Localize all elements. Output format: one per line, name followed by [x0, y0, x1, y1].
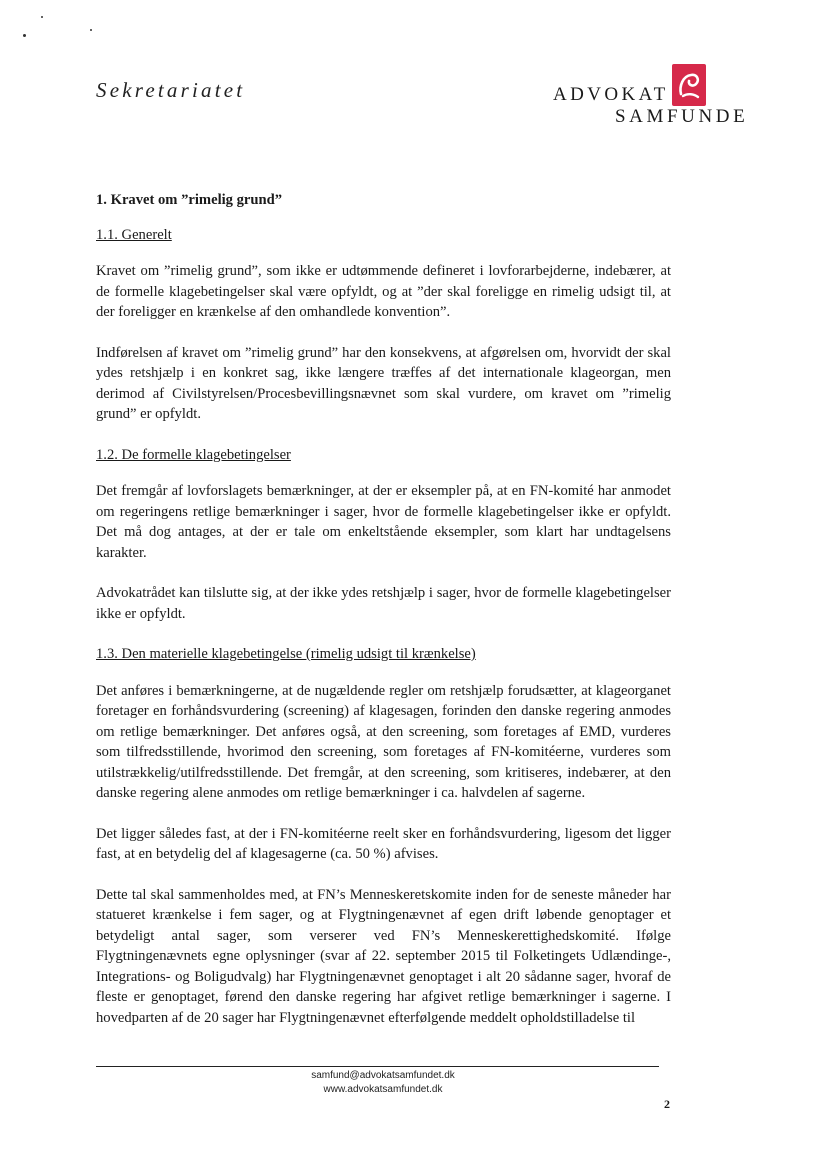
footer-website-link[interactable]: www.advokatsamfundet.dk — [323, 1084, 443, 1095]
document-body — [96, 190, 671, 1048]
paragraph: Indførelsen af kravet om ”rimelig grund” har den konsekvens, at afgørelsen om, hvorvidt der skal ydes retshjælp i en konkret sag, ikke længere træffes af det internationale klageorgan, men derimod af Civilstyrelsen/Procesbevillingsnævnet som skal vurdere, om kravet om ”rimelig grund” er opfyldt. — [96, 344, 671, 422]
paragraph: Det anføres i bemærkningerne, at de nugældende regler om retshjælp forudsætter, at klageorganet foretager en forhåndsvurdering (screening) af klagesagen, forinden den danske regering anmodes om retlige bemærkninger. Det anføres også, at den screening, som foretages af EMD, vurderes som tilfredsstillende, hvorimod den screening, som foretages af FN-komitéerne, vurderes som utilstrækkelig/utilfredsstillende. Det fremgår, at den screening, som kritiseres, indebærer, at den danske regering alene anmodes om retlige bemærkninger i ca. halvdelen af sagerne. — [96, 682, 671, 801]
footer-email-link[interactable]: samfund@advokatsamfundet.dk — [311, 1070, 455, 1081]
scan-speck — [41, 16, 43, 18]
paragraph: Kravet om ”rimelig grund”, som ikke er udtømmende defineret i lovforarbejderne, indebærer, at de formelle klagebetingelser skal være opfyldt, og at ”der skal foreligge en rimelig udsigt til, at der foreligger en krænkelse af den omhandlede konvention”. — [96, 263, 671, 320]
subsection-heading: 1.1. Generelt — [96, 226, 172, 243]
footer-divider — [96, 1066, 659, 1067]
paragraph: Det ligger således fast, at der i FN-komitéerne reelt sker en forhåndsvurdering, ligesom det ligger fast, at en betydelig del af klagesagerne (ca. 50 %) afvises. — [96, 825, 671, 862]
section-heading: 1. Kravet om ”rimelig grund” — [96, 192, 283, 208]
scan-speck — [23, 34, 26, 37]
paragraph: Dette tal skal sammenholdes med, at FN’s Menneskeretskomite inden for de seneste måneder har statueret krænkelse i fem sager, og at Flygtningenævnet af egen drift løbende genoptager et betydeligt antal sager, som verserer ved FN’s Menneskerettighedskomité. Ifølge Flygtningenævnets egne oplysninger (svar af 22. september 2015 til Folketingets Udlændinge-, Integrations- og Boligudvalg) har Flygtningenævnet genoptaget i alt 20 sådanne sager, hvoraf de fleste er genoptaget, førend den danske regering har afgivet retlige bemærkninger i sagerne. I hovedparten af de 20 sager har Flygtningenævnet efterfølgende meddelt opholdstilladelse til — [96, 886, 671, 1026]
advokatsamfundet-logo-icon — [672, 64, 706, 106]
subsection-heading: 1.2. De formelle klagebetingelser — [96, 446, 291, 463]
scan-speck — [90, 29, 92, 31]
logo-text-bottom: SAMFUNDE — [615, 106, 749, 127]
paragraph: Det fremgår af lovforslagets bemærkninger, at der er eksempler på, at en FN-komité har anmodet om regeringens retlige bemærkninger i sager, hvor de formelle klagebetingelser ikke er opfyldt. Det må dog antages, at der er tale om enkeltstående eksempler, som klart har undtagelsens karakter. — [96, 483, 671, 561]
page-number: 2 — [664, 1097, 670, 1111]
paragraph: Advokatrådet kan tilslutte sig, at der ikke ydes retshjælp i sager, hvor de formelle klagebetingelser ikke er opfyldt. — [96, 585, 671, 622]
subsection-heading: 1.3. Den materielle klagebetingelse (rimelig udsigt til krænkelse) — [96, 646, 476, 662]
logo-text-top: ADVOKAT — [553, 84, 669, 105]
secretariat-title: Sekretariatet — [96, 78, 246, 102]
